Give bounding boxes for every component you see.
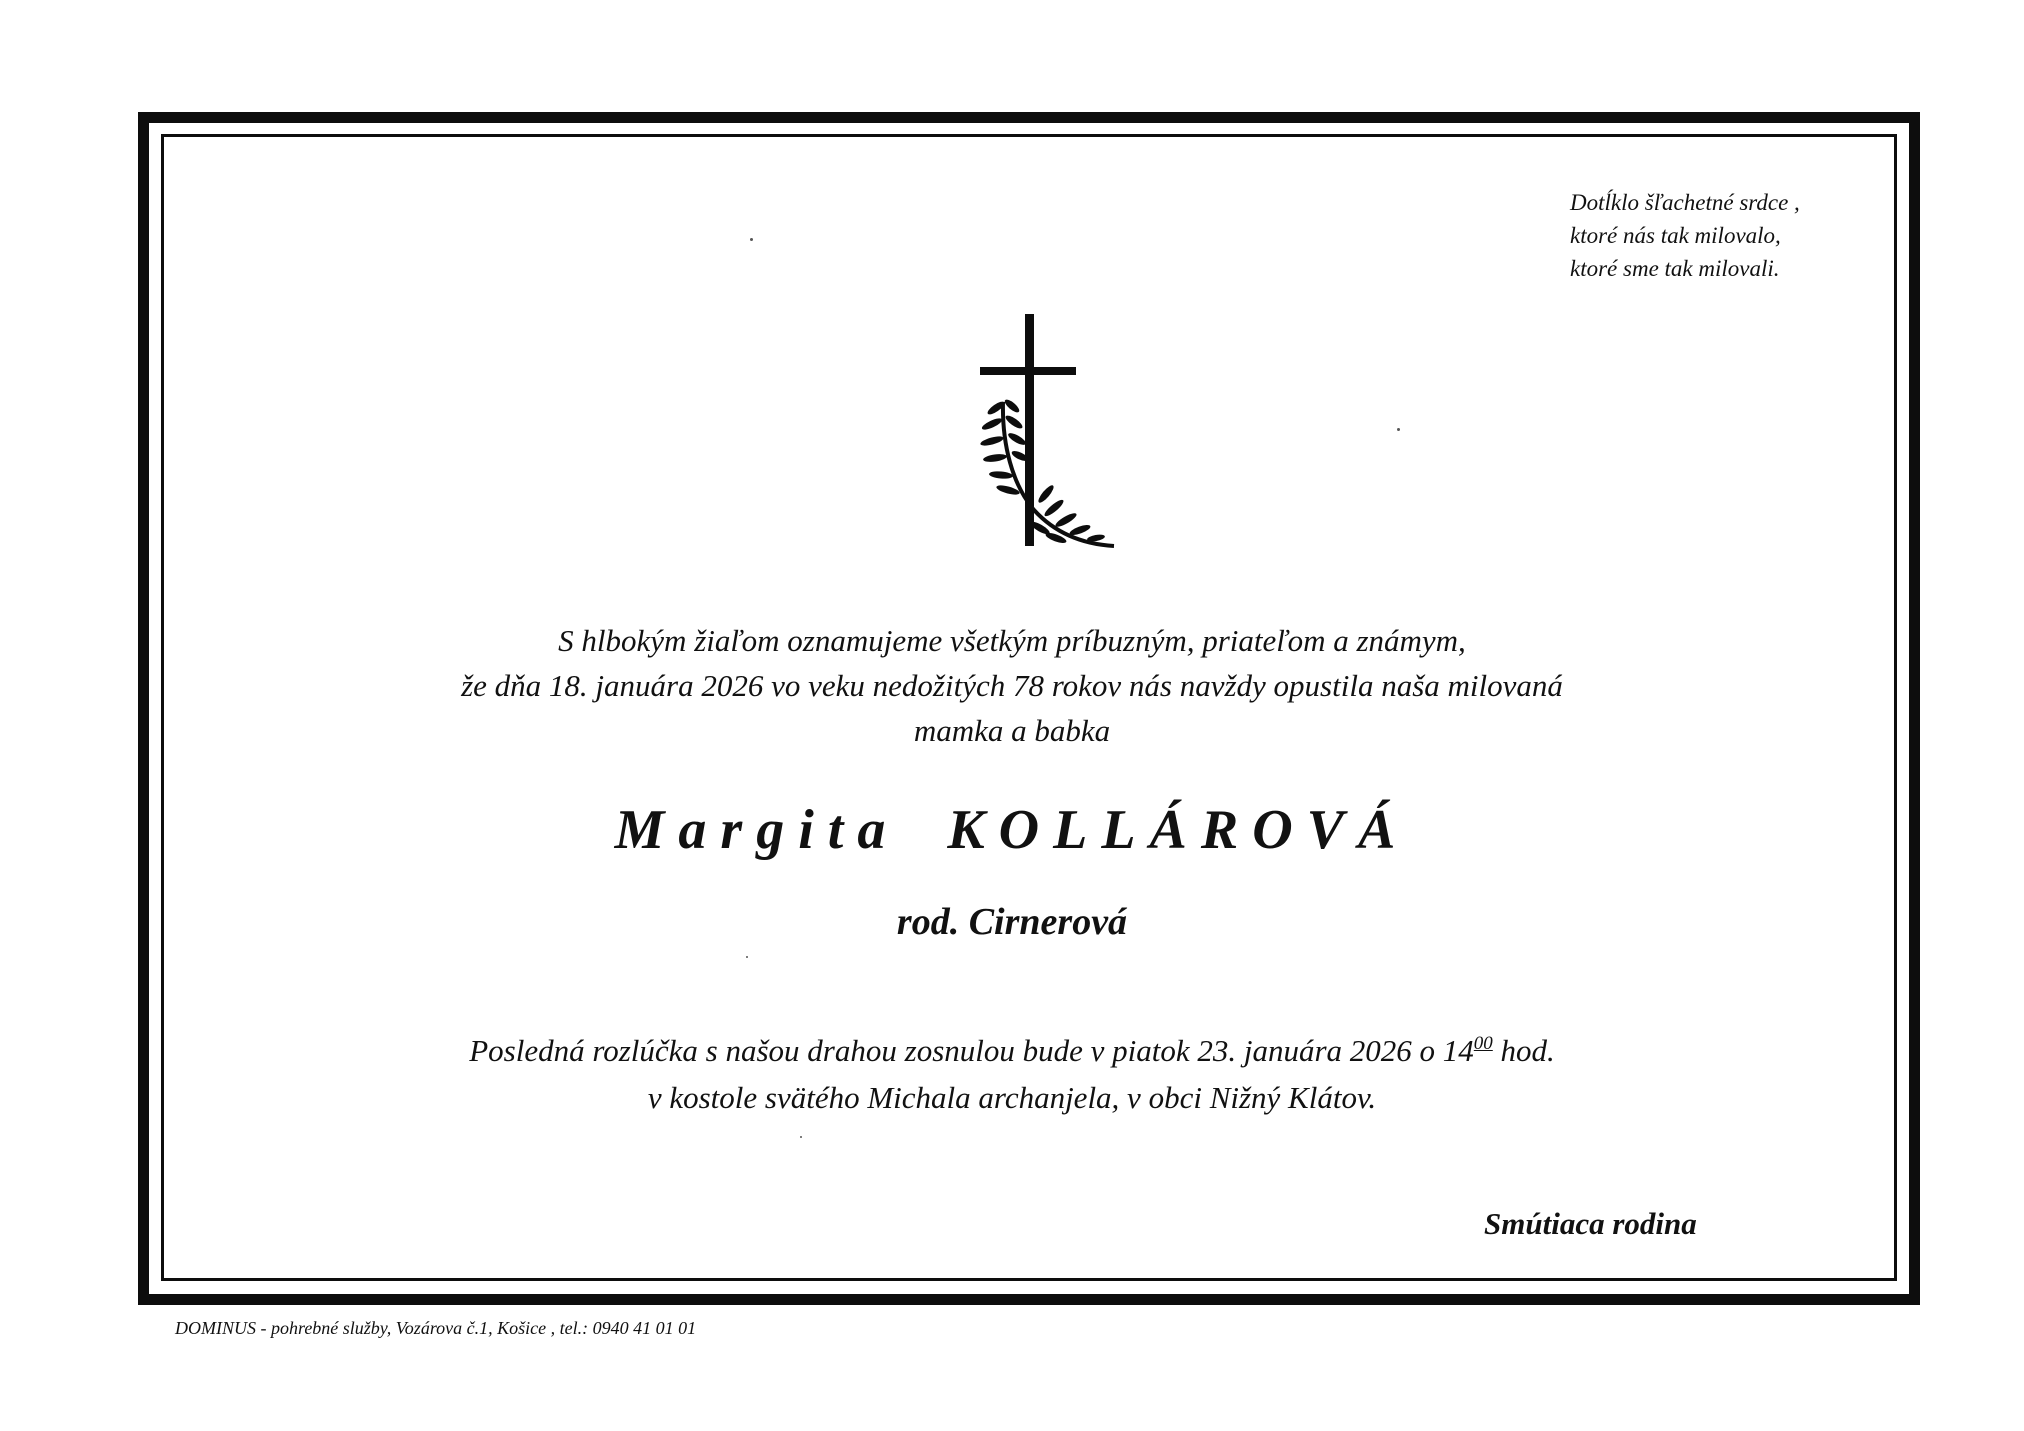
- maiden-name: rod. Cirnerová: [896, 901, 1128, 943]
- deceased-first-name: Margita: [614, 799, 900, 861]
- deceased-name: [0, 798, 2024, 862]
- funeral-service-footer: DOMINUS - pohrebné služby, Vozárova č.1, Košice , tel.: 0940 41 01 01: [175, 1318, 697, 1338]
- deceased-surname: KOLLÁROVÁ: [947, 799, 1410, 861]
- paper-speck: [800, 1136, 802, 1138]
- funeral-details: [0, 1020, 2024, 1121]
- paper-speck: [750, 238, 753, 241]
- farewell-line-1-end: hod.: [1492, 1033, 1555, 1068]
- cross-with-palm-branch-icon: [968, 314, 1118, 554]
- motto-verse: [1570, 186, 1800, 285]
- announcement-line-2: že dňa 18. januára 2026 vo veku nedožitých 78 rokov nás navždy opustila naša milovaná: [461, 668, 1563, 703]
- paper-speck: [1397, 428, 1400, 431]
- announcement-line-1: S hlbokým žiaľom oznamujeme všetkým príbuzným, priateľom a známym,: [558, 623, 1466, 658]
- funeral-time-minutes: 00: [1473, 1033, 1493, 1054]
- farewell-line-1-text: Posledná rozlúčka s našou drahou zosnulou bude v piatok 23. januára 2026 o 14: [469, 1033, 1474, 1068]
- farewell-line-1: [0, 1020, 2024, 1074]
- signature: Smútiaca rodina: [1484, 1206, 1697, 1241]
- motto-line-3: ktoré sme tak milovali.: [1570, 256, 1780, 281]
- motto-line-2: ktoré nás tak milovalo,: [1570, 223, 1781, 248]
- announcement-line-3: mamka a babka: [913, 713, 1111, 748]
- death-announcement: [0, 618, 2024, 753]
- farewell-line-2: v kostole svätého Michala archanjela, v obci Nižný Klátov.: [647, 1080, 1377, 1115]
- paper-speck: [746, 956, 748, 958]
- motto-line-1: Dotĺklo šľachetné srdce ,: [1570, 190, 1800, 215]
